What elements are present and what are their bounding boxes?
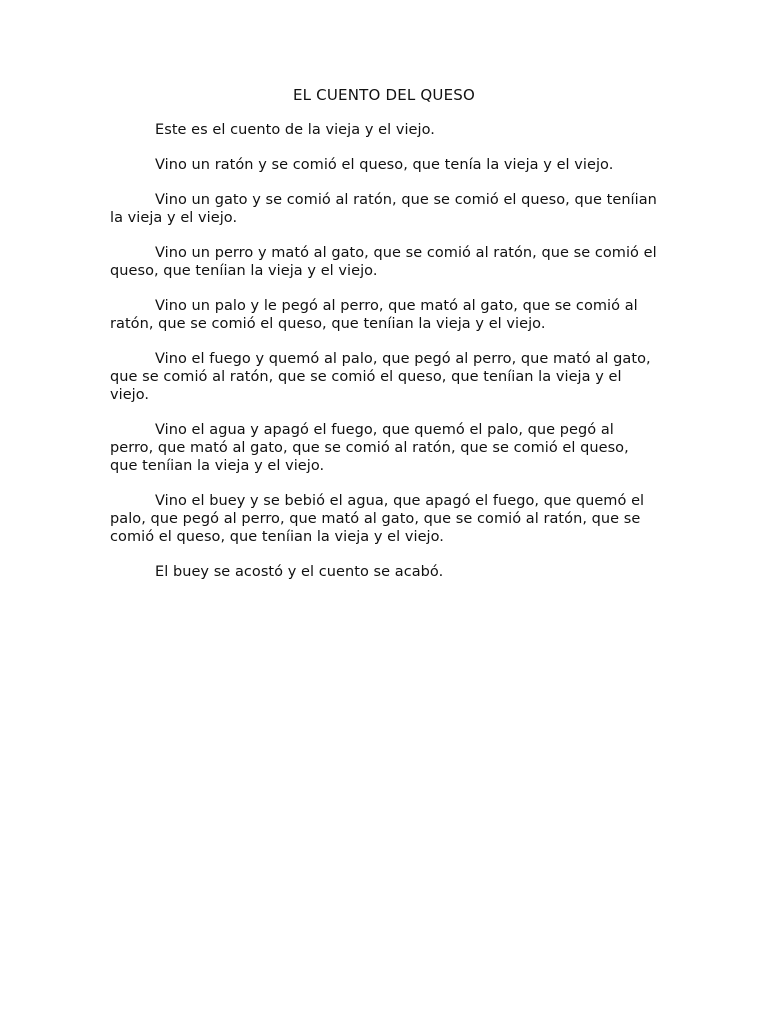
paragraph-6: Vino el fuego y quemó al palo, que pegó al perro, que mató al gato, que se comió al ratón, que se comió el queso, que teníian la vieja y el viejo. [110, 351, 651, 403]
paragraph-7: Vino el agua y apagó el fuego, que quemó el palo, que pegó al perro, que mató al gato, que se comió al ratón, que se comió el queso, que teníian la vieja y el viejo. [110, 422, 629, 474]
paragraph-5: Vino un palo y le pegó al perro, que mató al gato, que se comió al ratón, que se comió el queso, que teníian la vieja y el viejo. [110, 298, 638, 332]
paragraph-1: Este es el cuento de la vieja y el viejo. [155, 122, 435, 138]
document-title: EL CUENTO DEL QUESO [292, 86, 476, 104]
document-body [110, 121, 660, 598]
paragraph-3: Vino un gato y se comió al ratón, que se comió el queso, que teníian la vieja y el viejo. [110, 192, 657, 226]
paragraph-8: Vino el buey y se bebió el agua, que apagó el fuego, que quemó el palo, que pegó al perro, que mató al gato, que se comió al ratón, que se comió el queso, que teníian la vieja y el viejo. [110, 493, 645, 545]
paragraph-9: El buey se acostó y el cuento se acabó. [155, 564, 444, 580]
paragraph-4: Vino un perro y mató al gato, que se comió al ratón, que se comió el queso, que teníian la vieja y el viejo. [110, 245, 657, 279]
paragraph-2: Vino un ratón y se comió el queso, que tenía la vieja y el viejo. [155, 157, 614, 173]
